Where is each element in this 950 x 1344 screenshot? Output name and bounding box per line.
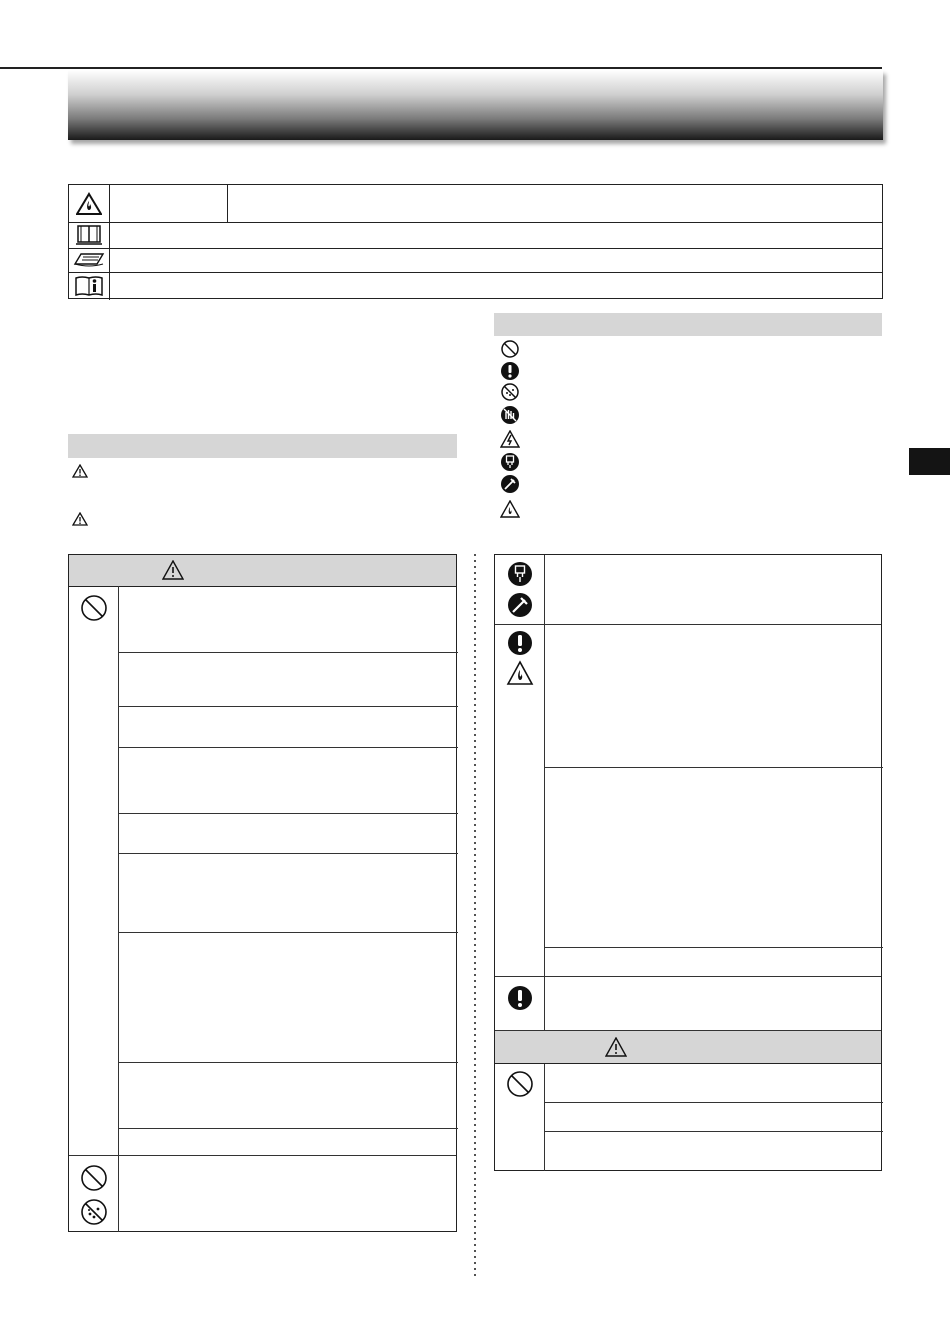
manual-book-icon: [69, 222, 110, 248]
symbol-legend-table: [68, 184, 883, 299]
top-rule: [0, 67, 882, 69]
safety-table: [494, 554, 882, 1171]
manual-info-icon: [69, 272, 110, 300]
title-banner: [68, 70, 883, 140]
no-water-icon: [500, 382, 520, 407]
legend-row-manual: [69, 222, 882, 249]
caution-table-header: [495, 1031, 881, 1064]
prohibited-icon: [79, 1163, 109, 1193]
unplug-icon: [505, 559, 535, 589]
chapter-tab: [909, 448, 950, 475]
legend-row-flammable: [69, 185, 882, 223]
no-water-icon: [79, 1197, 109, 1227]
electric-hazard-icon: [500, 430, 520, 453]
flammable-warning-icon: [505, 659, 535, 687]
symbol-descriptions: [527, 339, 877, 430]
legend-row-open-manual: [69, 248, 882, 273]
prohibited-icon: [505, 1069, 535, 1099]
warning-triangle-icon: [72, 464, 88, 483]
earth-connection-icon: [505, 590, 535, 620]
earth-connection-icon: [500, 474, 520, 499]
caution-triangle-icon: [605, 1037, 627, 1057]
warning-table-header: [69, 555, 456, 587]
left-section-header: [68, 434, 457, 458]
column-divider: [474, 552, 476, 1277]
warning-triangle-icon: [162, 560, 184, 580]
flammable-warning-icon: [69, 185, 110, 222]
no-wet-hands-icon: [500, 405, 520, 430]
warning-table: [68, 554, 457, 1232]
flammable-warning-icon: [500, 500, 520, 523]
open-manual-icon: [69, 248, 110, 272]
mandatory-exclamation-icon: [505, 983, 535, 1013]
symbols-section-header: [494, 313, 882, 336]
prohibited-icon: [79, 593, 109, 623]
legend-label: [109, 185, 228, 222]
caution-triangle-icon: [72, 512, 88, 531]
legend-row-info-manual: [69, 272, 882, 300]
mandatory-exclamation-icon: [505, 628, 535, 658]
